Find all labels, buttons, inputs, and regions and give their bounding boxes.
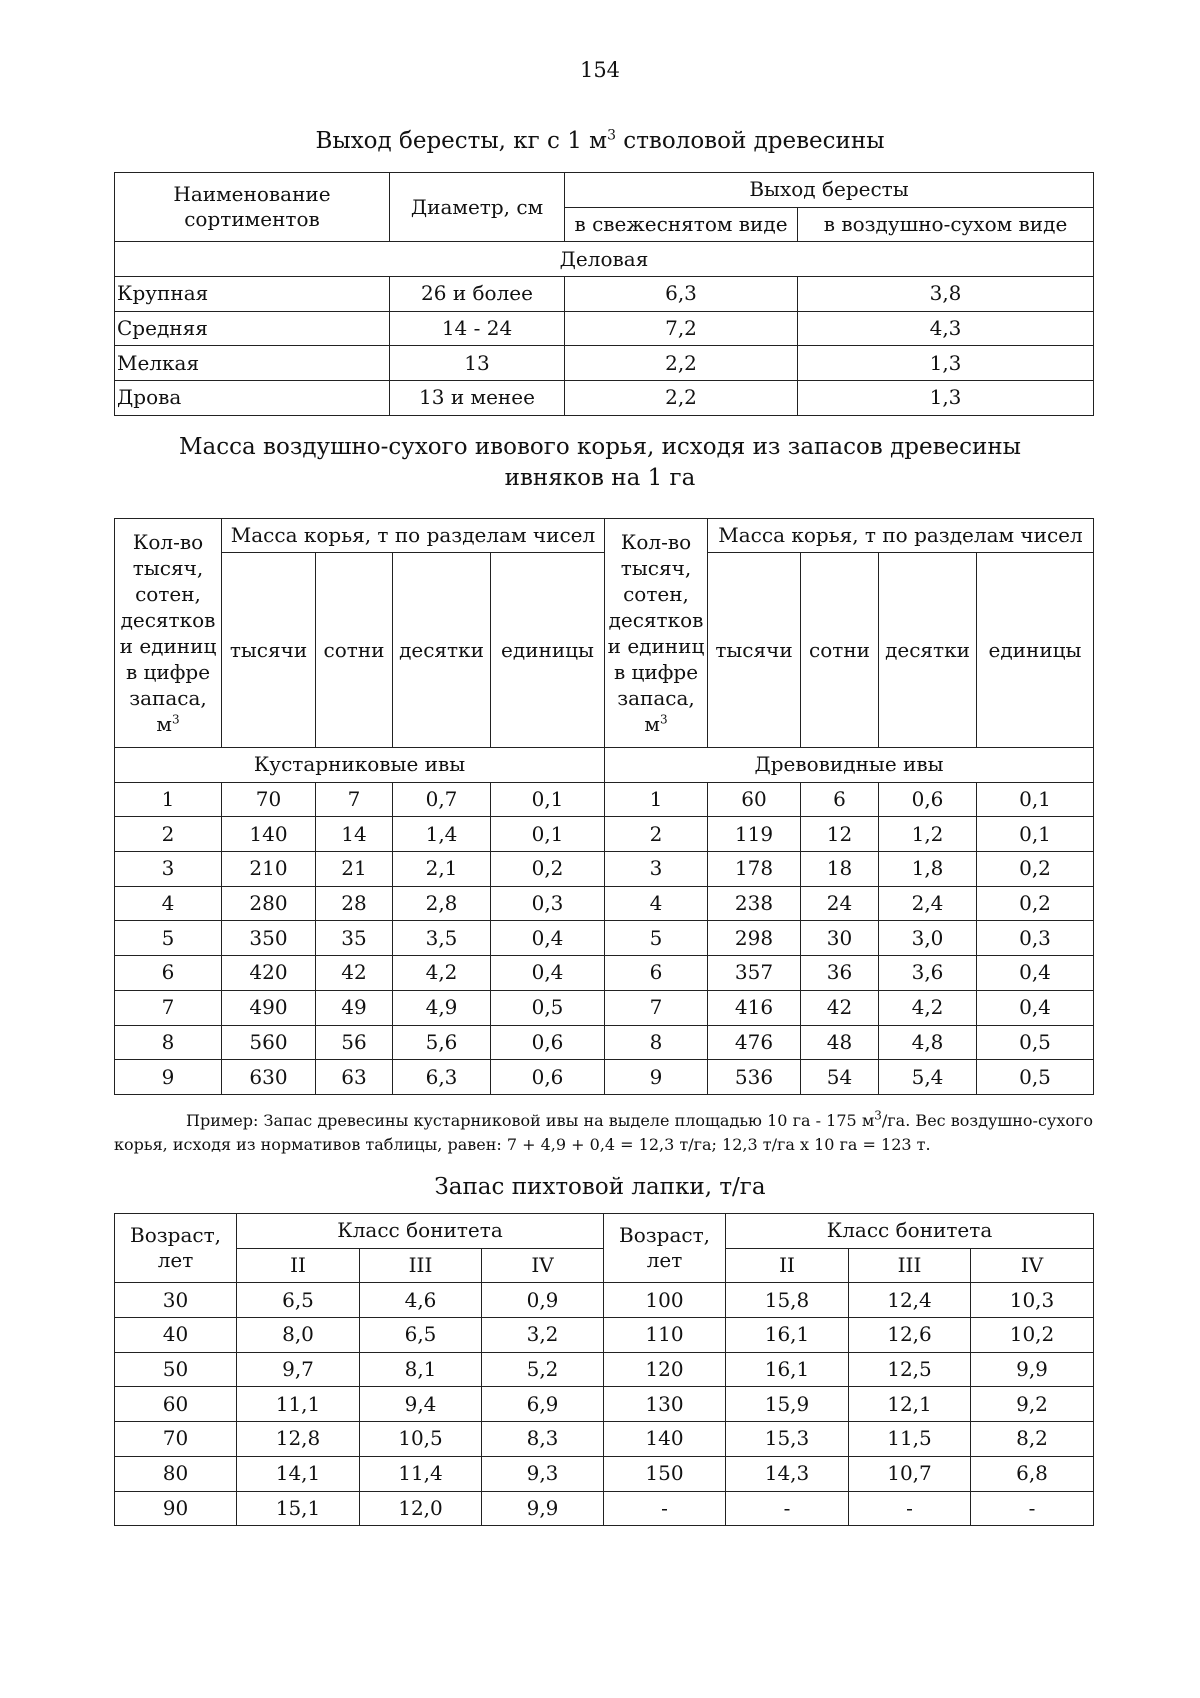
table-cell: Средняя [115, 311, 390, 346]
header-air-dry: в воздушно-сухом виде [798, 207, 1094, 242]
table-cell: 1,8 [879, 852, 977, 887]
table1-title [0, 126, 1200, 157]
table2-title-line2: ивняков на 1 га [504, 465, 696, 491]
table-row [115, 346, 1094, 381]
table-row [115, 956, 1094, 991]
table-cell: 2,1 [393, 852, 491, 887]
table-cell: 2 [115, 817, 222, 852]
table-cell: 178 [708, 852, 801, 887]
table-cell: 416 [708, 990, 801, 1025]
table-cell: 0,6 [491, 1060, 605, 1095]
table-cell: 9,9 [971, 1352, 1094, 1387]
table-cell: 6 [115, 956, 222, 991]
table-cell: 420 [222, 956, 316, 991]
header-units-left: единицы [491, 553, 605, 748]
table3-body [115, 1283, 1094, 1526]
table-cell: 12,1 [849, 1387, 971, 1422]
table-cell: 3,6 [879, 956, 977, 991]
table-cell: 1,2 [879, 817, 977, 852]
birch-bark-yield-table [114, 172, 1094, 416]
willow-bark-mass-table [114, 518, 1094, 1095]
table-cell: 2,2 [565, 381, 798, 416]
header-class-ii-left: II [237, 1248, 360, 1283]
table-row [115, 782, 1094, 817]
header-count-left-text: Кол-во тысяч, сотен, десятков и единиц в цифре запаса, м [119, 530, 217, 736]
table-cell: 42 [801, 990, 879, 1025]
table-cell: 280 [222, 886, 316, 921]
table-cell: 9,9 [482, 1491, 604, 1526]
table-cell: 357 [708, 956, 801, 991]
table-cell: 50 [115, 1352, 237, 1387]
table-cell: 11,4 [360, 1456, 482, 1491]
table-cell: 0,2 [977, 886, 1094, 921]
header-class-iii-left: III [360, 1248, 482, 1283]
header-count-right-text: Кол-во тысяч, сотен, десятков и единиц в цифре запаса, м [607, 530, 705, 736]
header-class-left: Класс бонитета [237, 1214, 604, 1249]
table-cell: 298 [708, 921, 801, 956]
table-cell: 9 [605, 1060, 708, 1095]
table-cell: 490 [222, 990, 316, 1025]
table-cell: 9,2 [971, 1387, 1094, 1422]
table-row [115, 1318, 1094, 1353]
table-row [115, 921, 1094, 956]
table-cell: 0,5 [491, 990, 605, 1025]
table-cell: 36 [801, 956, 879, 991]
table-row [115, 1025, 1094, 1060]
table-row [115, 311, 1094, 346]
table-cell: 4 [605, 886, 708, 921]
table-cell: 4,2 [393, 956, 491, 991]
table-cell: 0,1 [977, 782, 1094, 817]
table-cell: 6,5 [360, 1318, 482, 1353]
table-cell: 0,6 [879, 782, 977, 817]
header-class-ii-right: II [726, 1248, 849, 1283]
table-cell: 12,5 [849, 1352, 971, 1387]
table-cell: 3,8 [798, 277, 1094, 312]
fir-branches-table [114, 1213, 1094, 1526]
table-cell: 9,7 [237, 1352, 360, 1387]
header-class-iv-left: IV [482, 1248, 604, 1283]
table-cell: 3,2 [482, 1318, 604, 1353]
header-mass-left: Масса корья, т по разделам чисел [222, 519, 605, 553]
header-mass-right: Масса корья, т по разделам чисел [708, 519, 1094, 553]
header-hundreds-left: сотни [316, 553, 393, 748]
table-cell: 14 [316, 817, 393, 852]
table-cell: 8 [605, 1025, 708, 1060]
table-cell: 5,2 [482, 1352, 604, 1387]
table-cell: 1,3 [798, 346, 1094, 381]
table-cell: 0,1 [491, 817, 605, 852]
table-cell: 10,3 [971, 1283, 1094, 1318]
table-cell: 4,3 [798, 311, 1094, 346]
table-cell: 30 [801, 921, 879, 956]
note-sup: 3 [874, 1108, 882, 1123]
table-cell: 10,2 [971, 1318, 1094, 1353]
example-note [114, 1109, 1093, 1157]
header-units-right: единицы [977, 553, 1094, 748]
table-cell: 80 [115, 1456, 237, 1491]
table-cell: 15,1 [237, 1491, 360, 1526]
header-bark-yield: Выход бересты [565, 173, 1094, 208]
table-cell: 140 [222, 817, 316, 852]
table-cell: 4 [115, 886, 222, 921]
header-thousands-right: тысячи [708, 553, 801, 748]
table-cell: 350 [222, 921, 316, 956]
table-cell: 630 [222, 1060, 316, 1095]
section-shrub-willows: Кустарниковые ивы [115, 748, 605, 783]
table-cell: 536 [708, 1060, 801, 1095]
table-cell: 5,6 [393, 1025, 491, 1060]
table-cell: Крупная [115, 277, 390, 312]
table-cell: 15,8 [726, 1283, 849, 1318]
table-row [115, 1352, 1094, 1387]
table-cell: 28 [316, 886, 393, 921]
table-cell: 130 [604, 1387, 726, 1422]
table-cell: 476 [708, 1025, 801, 1060]
table-cell: 210 [222, 852, 316, 887]
table-cell: 42 [316, 956, 393, 991]
table-cell: 0,3 [491, 886, 605, 921]
table1-title-main: Выход бересты, кг с 1 м [315, 128, 608, 154]
table-cell: 70 [115, 1422, 237, 1457]
table-cell: 4,6 [360, 1283, 482, 1318]
table-row [115, 817, 1094, 852]
table-cell: 9,3 [482, 1456, 604, 1491]
table-cell: 6 [605, 956, 708, 991]
table-cell: - [849, 1491, 971, 1526]
table-cell: 0,2 [977, 852, 1094, 887]
table-cell: 560 [222, 1025, 316, 1060]
table-cell: 4,9 [393, 990, 491, 1025]
table-row [115, 1283, 1094, 1318]
header-class-iii-right: III [849, 1248, 971, 1283]
header-age-left: Возраст, лет [115, 1214, 237, 1283]
table-cell: 21 [316, 852, 393, 887]
table-cell: 0,4 [491, 956, 605, 991]
table1-title-rest: стволовой древесины [616, 128, 885, 154]
table-cell: 30 [115, 1283, 237, 1318]
table-cell: 1 [605, 782, 708, 817]
table-cell: 0,4 [977, 956, 1094, 991]
table-cell: 0,1 [491, 782, 605, 817]
table-cell: 6,3 [393, 1060, 491, 1095]
table-cell: 2,2 [565, 346, 798, 381]
table-cell: 12,8 [237, 1422, 360, 1457]
table-cell: 14,1 [237, 1456, 360, 1491]
table-cell: 16,1 [726, 1352, 849, 1387]
table-cell: 49 [316, 990, 393, 1025]
table-cell: 2,8 [393, 886, 491, 921]
table-cell: 9 [115, 1060, 222, 1095]
table-cell: 5 [605, 921, 708, 956]
table-cell: 7 [605, 990, 708, 1025]
table-cell: 0,9 [482, 1283, 604, 1318]
table-cell: Дрова [115, 381, 390, 416]
table-cell: 8 [115, 1025, 222, 1060]
table-cell: 35 [316, 921, 393, 956]
table-row [115, 1060, 1094, 1095]
table-row [115, 1387, 1094, 1422]
table-cell: 48 [801, 1025, 879, 1060]
table-cell: 4,8 [879, 1025, 977, 1060]
table-cell: 24 [801, 886, 879, 921]
table-cell: 15,3 [726, 1422, 849, 1457]
table-cell: 7 [115, 990, 222, 1025]
table-row [115, 1491, 1094, 1526]
table-cell: 140 [604, 1422, 726, 1457]
table-cell: 100 [604, 1283, 726, 1318]
table-cell: 0,6 [491, 1025, 605, 1060]
table-row [115, 852, 1094, 887]
table-cell: 7,2 [565, 311, 798, 346]
header-count-left-sup: 3 [171, 712, 180, 727]
table-cell: 18 [801, 852, 879, 887]
table2-body [115, 782, 1094, 1094]
table-cell: 16,1 [726, 1318, 849, 1353]
table-cell: 0,4 [491, 921, 605, 956]
table-cell: 0,2 [491, 852, 605, 887]
table-cell: 2 [605, 817, 708, 852]
table-cell: 12,0 [360, 1491, 482, 1526]
note-part1: Пример: Запас древесины кустарниковой ивы на выделе площадью 10 га - 175 м [186, 1111, 875, 1130]
table-cell: 5,4 [879, 1060, 977, 1095]
header-class-right: Класс бонитета [726, 1214, 1094, 1249]
table-cell: 11,1 [237, 1387, 360, 1422]
table-cell: 150 [604, 1456, 726, 1491]
table-cell: 1,3 [798, 381, 1094, 416]
table-cell: 60 [115, 1387, 237, 1422]
table-cell: 6,3 [565, 277, 798, 312]
header-count-right [605, 519, 708, 748]
table-cell: 26 и более [390, 277, 565, 312]
table1-body [115, 277, 1094, 416]
table-cell: 14,3 [726, 1456, 849, 1491]
table-cell: 10,7 [849, 1456, 971, 1491]
table-cell: - [726, 1491, 849, 1526]
header-tens-right: десятки [879, 553, 977, 748]
table-cell: 3 [115, 852, 222, 887]
table-cell: Мелкая [115, 346, 390, 381]
table-cell: 8,3 [482, 1422, 604, 1457]
table-cell: 238 [708, 886, 801, 921]
table-row [115, 1456, 1094, 1491]
table-cell: 15,9 [726, 1387, 849, 1422]
header-count-left [115, 519, 222, 748]
header-class-iv-right: IV [971, 1248, 1094, 1283]
page-number: 154 [579, 58, 621, 82]
table-cell: 0,4 [977, 990, 1094, 1025]
table-cell: 90 [115, 1491, 237, 1526]
table-cell: 6 [801, 782, 879, 817]
table-cell: 70 [222, 782, 316, 817]
table-cell: 0,5 [977, 1060, 1094, 1095]
table-cell: 1 [115, 782, 222, 817]
table-cell: 12,6 [849, 1318, 971, 1353]
table-cell: 0,3 [977, 921, 1094, 956]
table-cell: 4,2 [879, 990, 977, 1025]
table3-title: Запас пихтовой лапки, т/га [434, 1174, 766, 1200]
table-cell: 0,5 [977, 1025, 1094, 1060]
table-cell: 12,4 [849, 1283, 971, 1318]
table-cell: 10,5 [360, 1422, 482, 1457]
table-row [115, 886, 1094, 921]
table-cell: 119 [708, 817, 801, 852]
table-row [115, 277, 1094, 312]
table-cell: 8,2 [971, 1422, 1094, 1457]
table-cell: 0,1 [977, 817, 1094, 852]
table-cell: 6,8 [971, 1456, 1094, 1491]
header-age-right: Возраст, лет [604, 1214, 726, 1283]
header-count-right-sup: 3 [659, 712, 668, 727]
table-cell: 8,0 [237, 1318, 360, 1353]
table-cell: 120 [604, 1352, 726, 1387]
header-fresh: в свежеснятом виде [565, 207, 798, 242]
table-cell: 1,4 [393, 817, 491, 852]
table-row [115, 381, 1094, 416]
table-cell: 9,4 [360, 1387, 482, 1422]
table-cell: 3 [605, 852, 708, 887]
table-cell: 13 и менее [390, 381, 565, 416]
table2-title-line1: Масса воздушно-сухого ивового корья, исходя из запасов древесины [179, 434, 1021, 460]
table-cell: 14 - 24 [390, 311, 565, 346]
table-cell: 56 [316, 1025, 393, 1060]
header-hundreds-right: сотни [801, 553, 879, 748]
table-cell: 11,5 [849, 1422, 971, 1457]
table-cell: 6,9 [482, 1387, 604, 1422]
table-cell: 5 [115, 921, 222, 956]
table-row [115, 1422, 1094, 1457]
table-cell: 13 [390, 346, 565, 381]
table-cell: 63 [316, 1060, 393, 1095]
table-cell: 110 [604, 1318, 726, 1353]
table-cell: 3,5 [393, 921, 491, 956]
table-cell: 3,0 [879, 921, 977, 956]
table-cell: 0,7 [393, 782, 491, 817]
table-cell: 12 [801, 817, 879, 852]
table-cell: 2,4 [879, 886, 977, 921]
table-cell: 6,5 [237, 1283, 360, 1318]
table-row [115, 990, 1094, 1025]
table-cell: 8,1 [360, 1352, 482, 1387]
header-diameter: Диаметр, см [390, 173, 565, 242]
table-cell: - [971, 1491, 1094, 1526]
section-tree-willows: Древовидные ивы [605, 748, 1094, 783]
note-part2: /га. Вес воздушно-сухого корья, исходя из нормативов таблицы, равен: 7 + 4,9 + 0,4 = 12,3 т/га; 12,3 т/га х 10 га = 123 т. [114, 1111, 1093, 1154]
table-cell: 40 [115, 1318, 237, 1353]
table-cell: 54 [801, 1060, 879, 1095]
section-business-wood: Деловая [115, 242, 1094, 277]
table-cell: 60 [708, 782, 801, 817]
table-cell: 7 [316, 782, 393, 817]
header-tens-left: десятки [393, 553, 491, 748]
table2-title [0, 432, 1200, 494]
header-thousands-left: тысячи [222, 553, 316, 748]
header-assortment-name: Наименование сортиментов [115, 173, 390, 242]
table1-title-sup: 3 [607, 127, 616, 144]
table-cell: - [604, 1491, 726, 1526]
